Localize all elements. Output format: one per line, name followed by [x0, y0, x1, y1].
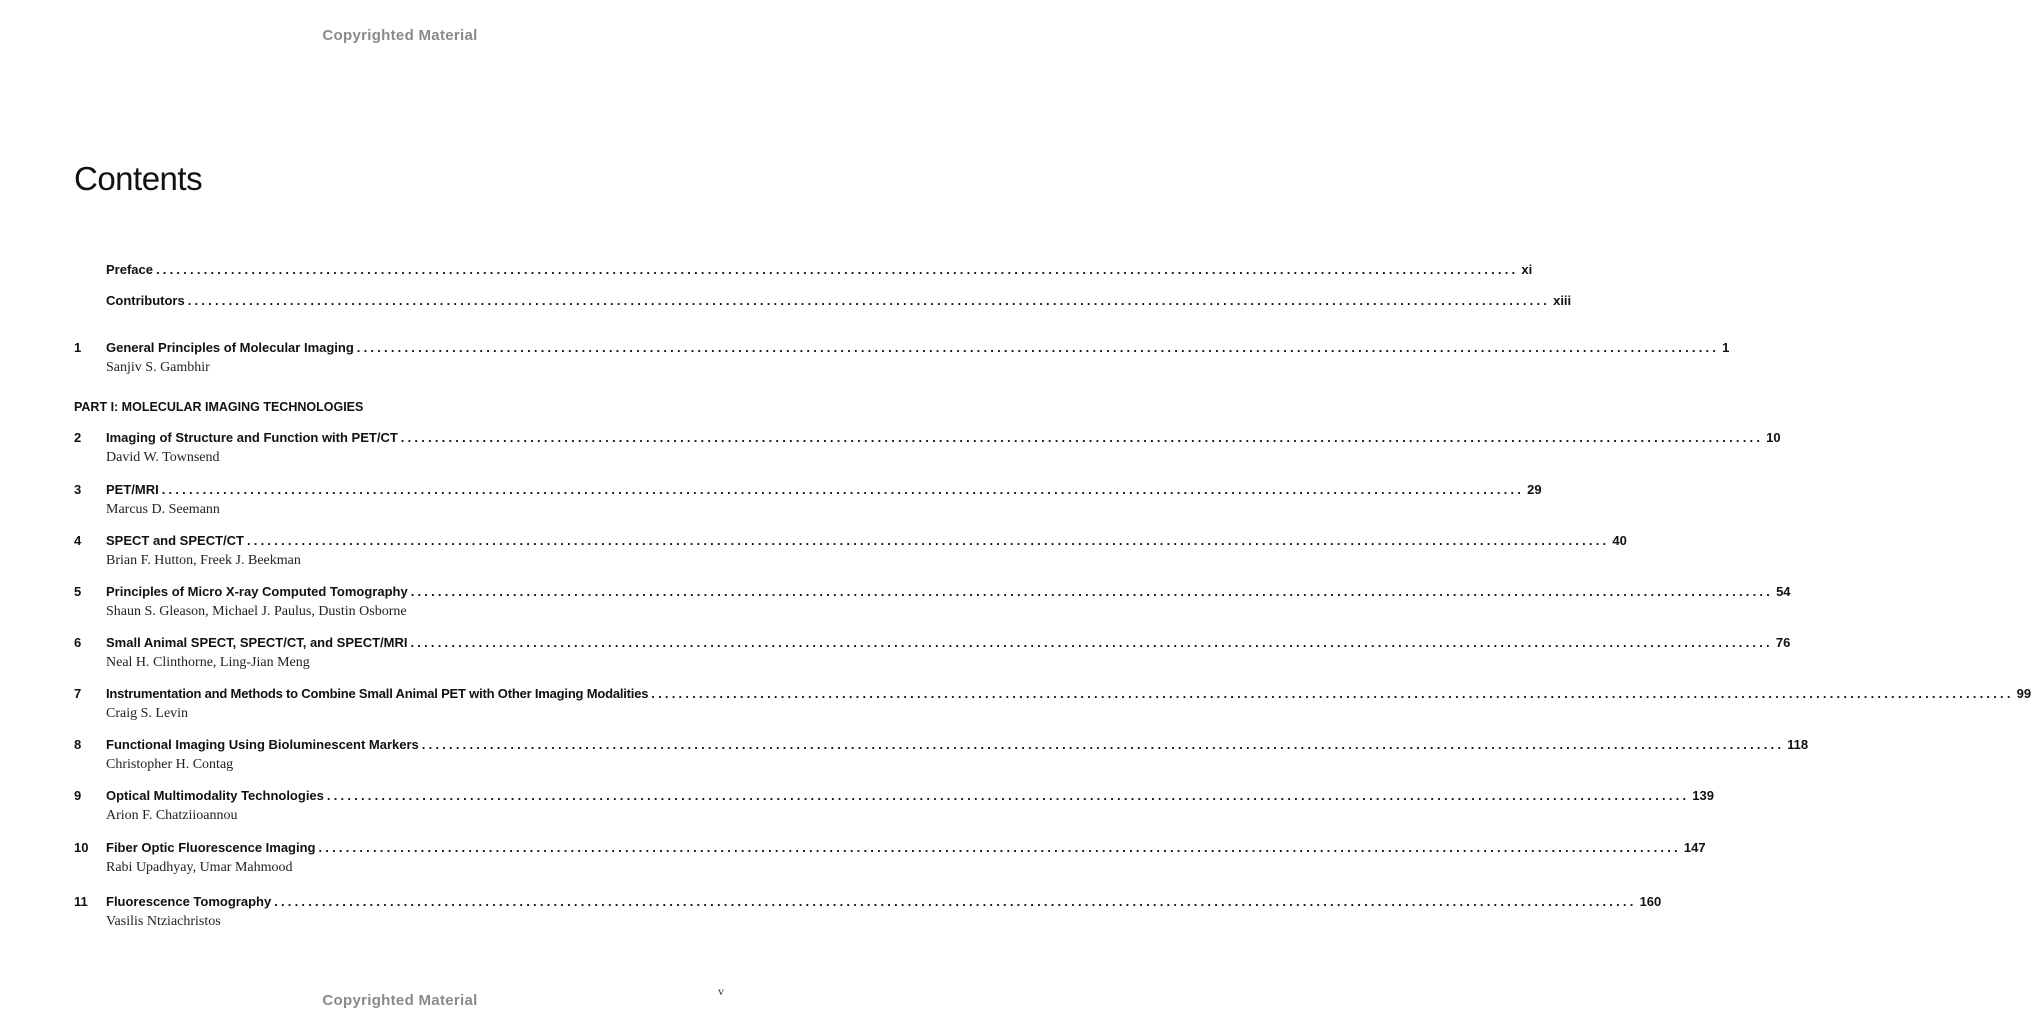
chapter-number: 1 [74, 340, 82, 355]
chapter-authors: Craig S. Levin [106, 706, 189, 721]
chapter-authors: Sanjiv S. Gambhir [106, 360, 210, 375]
chapter-title[interactable]: SPECT and SPECT/CT [106, 533, 244, 548]
chapter-title[interactable]: General Principles of Molecular Imaging [106, 340, 354, 355]
leader-dots: ........................................................................................................................................................................................................ [274, 894, 1637, 909]
chapter-page: 139 [1692, 788, 1714, 803]
chapter-page: 1 [1722, 340, 1730, 355]
chapter-title[interactable]: Imaging of Structure and Function with PET/CT [106, 430, 398, 445]
toc-entry-page: xiii [1553, 293, 1572, 308]
chapter-title[interactable]: PET/MRI [106, 482, 159, 497]
chapter-page: 40 [1612, 533, 1627, 548]
leader-dots: ........................................................................................................................................................................................................ [651, 686, 2014, 701]
toc-entry-chapter-8[interactable] [74, 736, 1809, 773]
leader-dots: ........................................................................................................................................................................................................ [318, 840, 1681, 855]
chapter-number: 2 [74, 430, 82, 445]
copyright-watermark-bottom: Copyrighted Material [322, 992, 478, 1009]
toc-entry-chapter-9[interactable] [74, 787, 1714, 824]
leader-dots: ........................................................................................................................................................................................................ [155, 262, 1519, 277]
leader-dots: ........................................................................................................................................................................................................ [246, 533, 1610, 548]
chapter-authors: Neal H. Clinthorne, Ling-Jian Meng [106, 655, 310, 670]
chapter-title[interactable]: Fluorescence Tomography [106, 894, 272, 909]
chapter-authors: Christopher H. Contag [106, 757, 234, 772]
toc-entry-page: xi [1521, 262, 1533, 277]
chapter-title[interactable]: Principles of Micro X-ray Computed Tomography [106, 584, 408, 599]
chapter-page: 10 [1766, 430, 1781, 445]
chapter-number: 6 [74, 635, 82, 650]
chapter-title[interactable]: Optical Multimodality Technologies [106, 788, 324, 803]
toc-entry-title[interactable]: Contributors [106, 293, 185, 308]
chapter-number: 4 [74, 533, 82, 548]
page-title: Contents [74, 160, 203, 197]
chapter-authors: Marcus D. Seemann [106, 502, 220, 517]
chapter-authors: David W. Townsend [106, 450, 220, 465]
chapter-number: 7 [74, 686, 82, 701]
chapter-authors: Vasilis Ntziachristos [106, 914, 221, 929]
chapter-page: 54 [1776, 584, 1791, 599]
toc-entry-contributors[interactable] [74, 292, 1572, 310]
leader-dots: ........................................................................................................................................................................................................ [410, 635, 1773, 650]
chapter-title[interactable]: Instrumentation and Methods to Combine Small Animal PET with Other Imaging Modalities [106, 686, 649, 701]
chapter-number: 3 [74, 482, 82, 497]
leader-dots: ........................................................................................................................................................................................................ [161, 482, 1525, 497]
chapter-number: 10 [74, 840, 89, 855]
chapter-page: 160 [1639, 894, 1662, 909]
chapter-page: 99 [2016, 686, 2031, 701]
toc-entry-chapter-1[interactable] [74, 339, 1730, 376]
toc-entry-chapter-6[interactable] [74, 634, 1791, 671]
toc-entry-chapter-4[interactable] [74, 532, 1627, 569]
chapter-page: 29 [1527, 482, 1542, 497]
part-heading: PART I: MOLECULAR IMAGING TECHNOLOGIES [74, 400, 364, 414]
toc-entry-chapter-10[interactable] [74, 839, 1706, 876]
leader-dots: ........................................................................................................................................................................................................ [400, 430, 1764, 445]
leader-dots: ........................................................................................................................................................................................................ [356, 340, 1720, 355]
page-folio: v [718, 984, 724, 998]
toc-entry-chapter-7[interactable] [74, 685, 2031, 722]
chapter-number: 11 [74, 894, 88, 909]
chapter-authors: Shaun S. Gleason, Michael J. Paulus, Dustin Osborne [106, 604, 407, 619]
toc-entry-chapter-5[interactable] [74, 583, 1791, 620]
chapter-number: 9 [74, 788, 82, 803]
chapter-title[interactable]: Small Animal SPECT, SPECT/CT, and SPECT/MRI [106, 635, 408, 650]
chapter-page: 118 [1787, 737, 1809, 752]
leader-dots: ........................................................................................................................................................................................................ [326, 788, 1690, 803]
chapter-title[interactable]: Fiber Optic Fluorescence Imaging [106, 840, 316, 855]
chapter-number: 8 [74, 737, 82, 752]
toc-entry-chapter-11[interactable] [74, 893, 1662, 930]
copyright-watermark-top: Copyrighted Material [322, 27, 478, 44]
toc-entry-title[interactable]: Preface [106, 262, 153, 277]
chapter-authors: Rabi Upadhyay, Umar Mahmood [106, 860, 293, 875]
leader-dots: ........................................................................................................................................................................................................ [410, 584, 1774, 599]
chapter-page: 147 [1683, 840, 1706, 855]
chapter-authors: Arion F. Chatziioannou [106, 808, 238, 823]
leader-dots: ........................................................................................................................................................................................................ [187, 293, 1551, 308]
chapter-authors: Brian F. Hutton, Freek J. Beekman [106, 553, 301, 568]
chapter-number: 5 [74, 584, 82, 599]
chapter-title[interactable]: Functional Imaging Using Bioluminescent Markers [106, 737, 419, 752]
chapter-page: 76 [1775, 635, 1791, 650]
toc-entry-chapter-3[interactable] [74, 481, 1542, 518]
toc-entry-preface[interactable] [74, 261, 1533, 279]
toc-entry-chapter-2[interactable] [74, 429, 1781, 466]
leader-dots: ........................................................................................................................................................................................................ [421, 737, 1785, 752]
